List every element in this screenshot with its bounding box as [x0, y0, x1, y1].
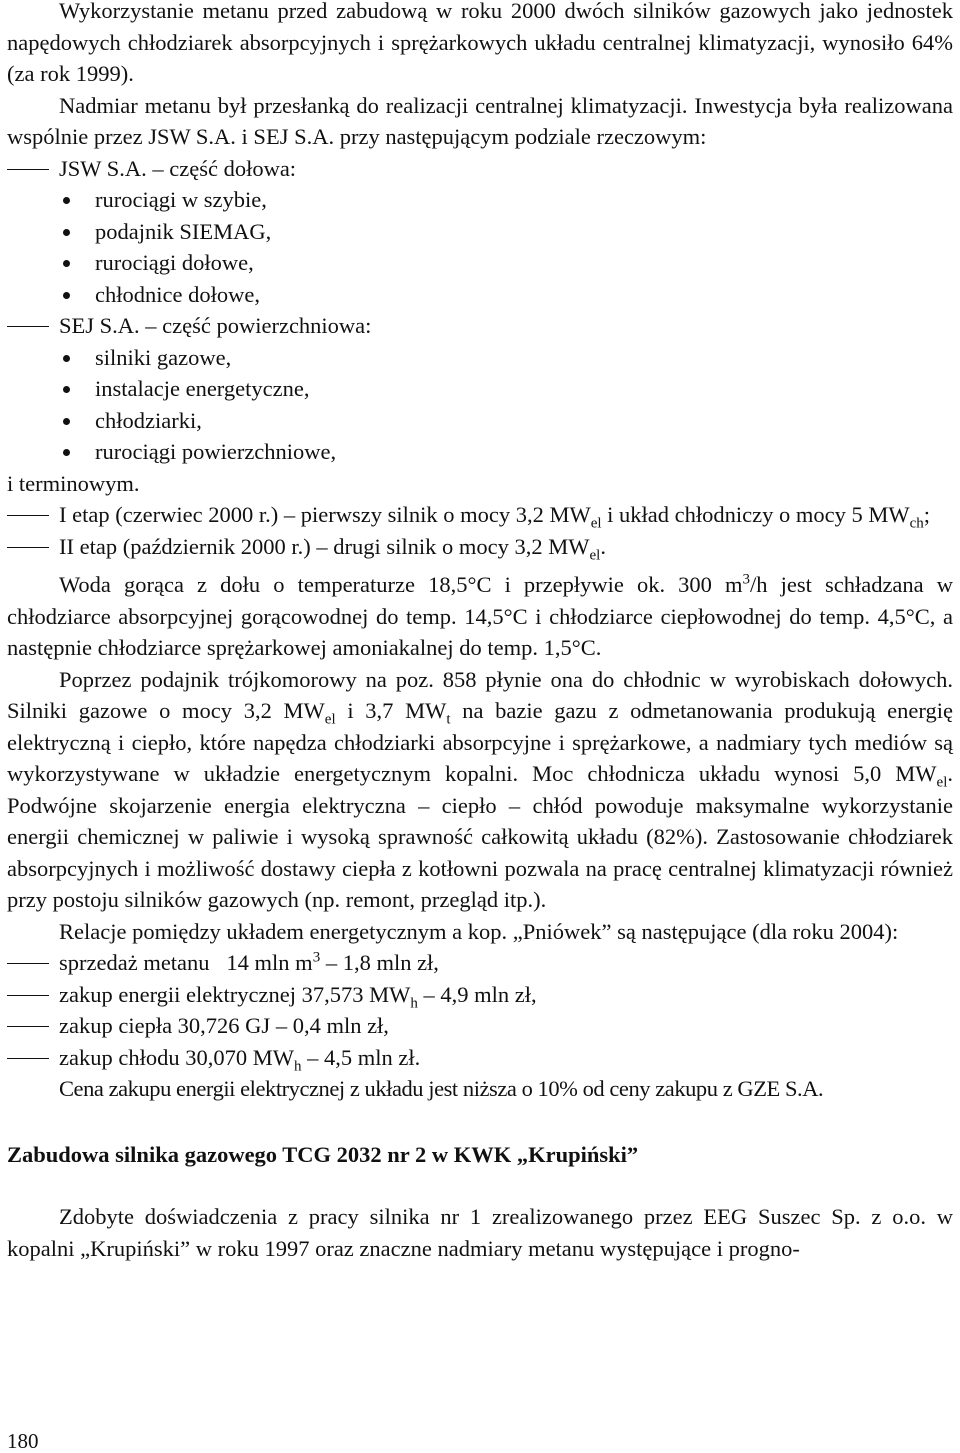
- bullet-marker: [63, 418, 70, 425]
- terminowym-line: i terminowym.: [7, 470, 140, 496]
- dash-marker: [7, 963, 49, 964]
- paragraph-price: Cena zakupu energii elektrycznej z układu jest niższa o 10% od ceny zakupu z GZE S.A.: [59, 1076, 824, 1101]
- list-item-relation-3: zakup ciepła 30,726 GJ – 0,4 mln zł,: [7, 1010, 953, 1042]
- bullet-item: instalacje energetyczne,: [7, 373, 953, 405]
- dash-marker: [7, 547, 49, 548]
- bullet-marker: [63, 449, 70, 456]
- dash-marker: [7, 326, 49, 327]
- paragraph-hot-water: Woda gorąca z dołu o temperaturze 18,5°C i przepływie ok. 300 $m^3/h$ jest schładzana w chłodziarce absorpcyjnej gorącowodnej do temp. 14,5°C i chłodziarce ciepłowodnej do temp. 4,5°C, a następnie chłodziarce sprężarkowej amoniakalnej do temp. 1,5°C.: [7, 571, 953, 660]
- list-item-relation-4: zakup chłodu 30,070 $MW_h - 4,5$ mln zł.: [7, 1042, 953, 1074]
- paragraph-investment: Nadmiar metanu był przesłanką do realizacji centralnej klimatyzacji. Inwestycja była realizowana wspólnie przez JSW S.A. i SEJ S.A. przy następującym podziale rzeczowym:: [7, 92, 953, 149]
- bullet-marker: [63, 260, 70, 267]
- bullet-item: rurociągi w szybie,: [7, 184, 953, 216]
- bullet-item: chłodziarki,: [7, 405, 953, 437]
- dash-marker: [7, 169, 49, 170]
- page-number: 180: [7, 1429, 39, 1453]
- bullet-item: rurociągi dołowe,: [7, 247, 953, 279]
- bullet-marker: [63, 197, 70, 204]
- bullet-item: podajnik SIEMAG,: [7, 216, 953, 248]
- paragraph-engines: Poprzez podajnik trójkomorowy na poz. 858 płynie ona do chłodnic w wyrobiskach dołowych. Silniki gazowe o mocy 3,2 $MW_{el}$ i 3,7 $MW_t$ na bazie gazu z odmetanowania produkują energię elektryczną i ciepło, które napędza chłodziarki absorpcyjne i sprężarkowe, a nadmiary tych mediów są wykorzystywane w układzie energetycznym kopalni. Moc chłodnicza układu wynosi 5,0 $MW_{el}$. Podwójne skojarzenie energia elektryczna – ciepło – chłód powoduje maksymalne wykorzystanie energii chemicznej w paliwie i wysoką sprawność całkowitą układu (82%). Zastosowanie chłodziarek absorpcyjnych i możliwość dostawy ciepła z kotłowni pozwala na pracę centralnej klimatyzacji również przy postoju silników gazowych (np. remont, przegląd itp.).: [7, 666, 953, 912]
- dash-marker: [7, 995, 49, 996]
- list-item-etap-1: I etap (czerwiec 2000 r.) – pierwszy silnik o mocy 3,2 $MW_{el}$ i układ chłodniczy o mocy 5 $MW_{ch}$;: [7, 499, 953, 531]
- bullet-item: rurociągi powierzchniowe,: [7, 436, 953, 468]
- list-item-etap-2: II etap (październik 2000 r.) – drugi silnik o mocy 3,2 $MW_{el}$.: [7, 531, 953, 563]
- list-item-sej: SEJ S.A. – część powierzchniowa:: [7, 310, 953, 342]
- dash-marker: [7, 1058, 49, 1059]
- bullet-marker: [63, 292, 70, 299]
- bullet-item: silniki gazowe,: [7, 342, 953, 374]
- bullet-item: chłodnice dołowe,: [7, 279, 953, 311]
- dash-marker: [7, 1026, 49, 1027]
- list-item-relation-1: sprzedaż metanu 14 mln $m^3 - 1,8$ mln zł,: [7, 947, 953, 979]
- list-item-jsw: JSW S.A. – część dołowa:: [7, 153, 953, 185]
- bullet-marker: [63, 386, 70, 393]
- paragraph-relations: Relacje pomiędzy układem energetycznym a kop. „Pniówek” są następujące (dla roku 2004):: [59, 918, 899, 944]
- bullet-marker: [63, 229, 70, 236]
- dash-marker: [7, 515, 49, 516]
- paragraph-methane-usage: Wykorzystanie metanu przed zabudową w roku 2000 dwóch silników gazowych jako jednostek napędowych chłodziarek absorpcyjnych i sprężarkowych układu centralnej klimatyzacji, wynosiło 64% (za rok 1999).: [7, 0, 953, 86]
- paragraph-experience: Zdobyte doświadczenia z pracy silnika nr 1 zrealizowanego przez EEG Suszec Sp. z o.o. w kopalni „Krupiński” w roku 1997 oraz znaczne nadmiary metanu występujące i progno-: [7, 1204, 953, 1261]
- page-body: [7, 0, 953, 1264]
- list-item-relation-2: zakup energii elektrycznej 37,573 $MW_h - 4,9$ mln zł,: [7, 979, 953, 1011]
- bullet-marker: [63, 355, 70, 362]
- section-heading: Zabudowa silnika gazowego TCG 2032 nr 2 w KWK „Krupiński”: [7, 1141, 639, 1167]
